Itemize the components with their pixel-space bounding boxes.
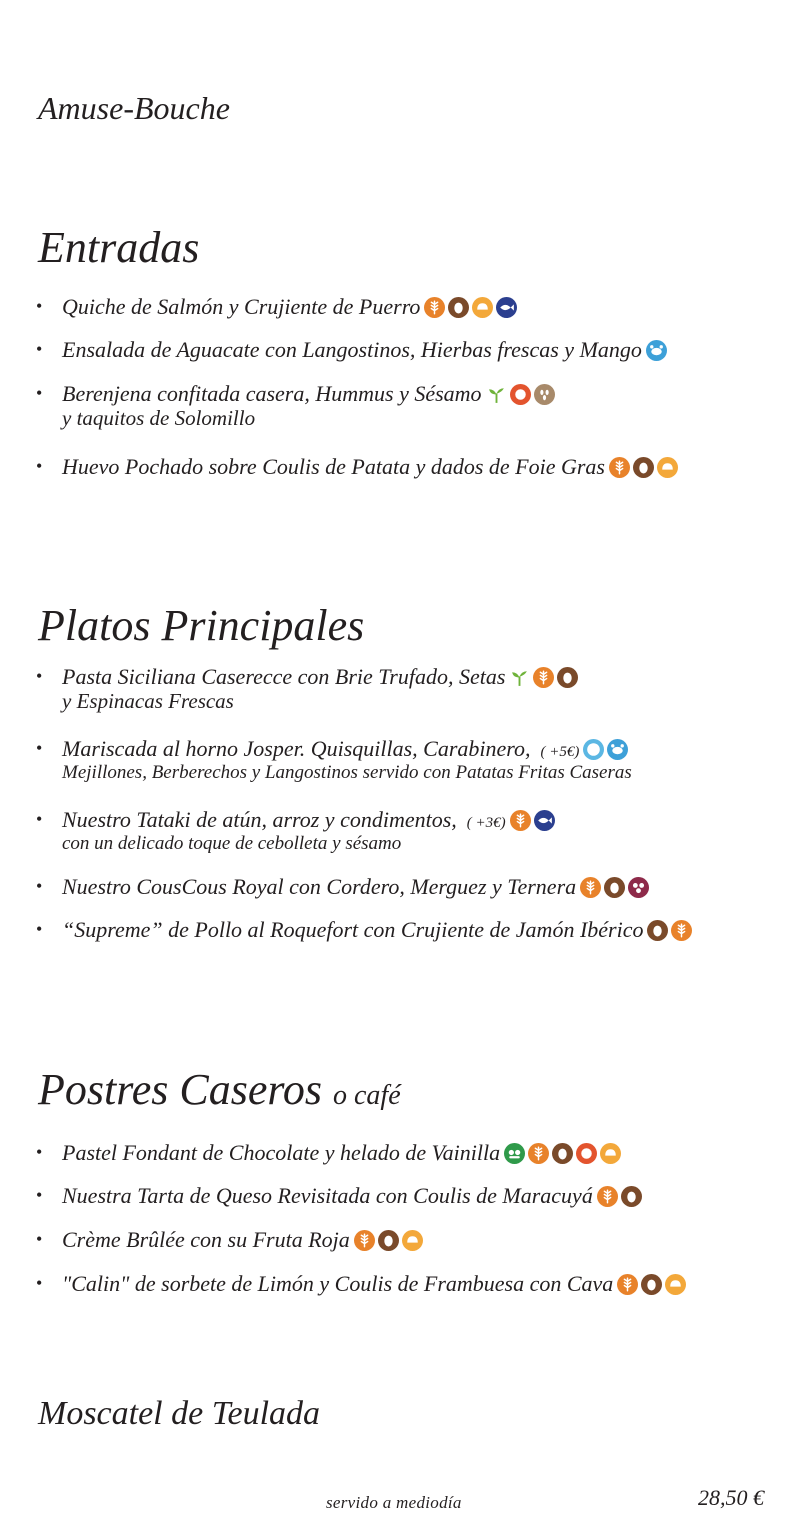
gluten-icon <box>528 1143 549 1164</box>
gluten-icon <box>510 810 531 831</box>
egg-icon <box>448 297 469 318</box>
menu-item-name <box>62 381 555 407</box>
egg-icon <box>378 1230 399 1251</box>
menu-item-name <box>62 454 678 480</box>
menu-item-name <box>62 874 649 900</box>
section-title-postres <box>38 1064 401 1115</box>
mollusc-icon <box>583 739 604 760</box>
menu-item-subline: Mejillones, Berberechos y Langostinos servido con Patatas Fritas Caseras <box>62 762 632 783</box>
section-title-amuse-bouche: Amuse-Bouche <box>38 90 230 126</box>
dairy-icon <box>402 1230 423 1251</box>
egg-icon <box>621 1186 642 1207</box>
postres-title-main: Postres Caseros <box>38 1065 322 1114</box>
allergen-icons <box>609 457 678 478</box>
gluten-icon <box>354 1230 375 1251</box>
egg-icon <box>604 877 625 898</box>
gluten-icon <box>617 1274 638 1295</box>
egg-icon <box>647 920 668 941</box>
menu-item-subline: y taquitos de Solomillo <box>62 406 256 430</box>
postres-title-suffix: o café <box>332 1080 401 1111</box>
menu-price: 28,50 € <box>698 1485 764 1510</box>
menu-item-text: Mariscada al horno Josper. Quisquillas, Carabinero, <box>62 736 531 761</box>
bullet-icon: • <box>36 456 43 476</box>
bullet-icon: • <box>36 383 43 403</box>
entradas-list <box>0 294 800 494</box>
allergen-icons <box>646 340 667 361</box>
allergen-icons <box>504 1143 621 1164</box>
allergen-icons <box>509 667 578 688</box>
allergen-icons <box>510 810 555 831</box>
menu-item-name <box>62 917 692 943</box>
dairy-icon <box>600 1143 621 1164</box>
menu-item-name <box>62 1227 423 1253</box>
menu-item-name <box>62 337 667 363</box>
egg-icon <box>552 1143 573 1164</box>
bullet-icon: • <box>36 1229 43 1249</box>
gluten-icon <box>609 457 630 478</box>
menu-item-text: Pasta Siciliana Caserecce con Brie Trufado, Setas <box>62 664 506 689</box>
crustacean-icon <box>607 739 628 760</box>
section-title-entradas: Entradas <box>38 223 200 272</box>
fish-icon <box>496 297 517 318</box>
gluten-icon <box>424 297 445 318</box>
menu-item-text: "Calin" de sorbete de Limón y Coulis de Frambuesa con Cava <box>62 1271 614 1296</box>
menu-item-text: Nuestro CousCous Royal con Cordero, Merguez y Ternera <box>62 874 577 899</box>
dairy-icon <box>657 457 678 478</box>
menu-item-text: Quiche de Salmón y Crujiente de Puerro <box>62 294 421 319</box>
soy-icon <box>504 1143 525 1164</box>
egg-ring-icon <box>510 384 531 405</box>
menu-item-name <box>62 1271 686 1297</box>
bullet-icon: • <box>36 919 43 939</box>
bullet-icon: • <box>36 666 43 686</box>
gluten-icon <box>580 877 601 898</box>
bullet-icon: • <box>36 876 43 896</box>
gluten-icon <box>533 667 554 688</box>
fish-icon <box>534 810 555 831</box>
menu-item-subline: y Espinacas Frescas <box>62 689 234 713</box>
menu-item-name <box>62 1183 642 1209</box>
menu-item-name <box>62 664 578 690</box>
crustacean-icon <box>646 340 667 361</box>
section-title-platos-principales: Platos Principales <box>38 601 365 650</box>
menu-item-text: Berenjena confitada casera, Hummus y Sésamo <box>62 381 482 406</box>
menu-item-text: Nuestra Tarta de Queso Revisitada con Coulis de Maracuyá <box>62 1183 593 1208</box>
allergen-icons <box>597 1186 642 1207</box>
allergen-icons <box>580 877 649 898</box>
bullet-icon: • <box>36 809 43 829</box>
supplement-price: ( +5€) <box>540 744 580 760</box>
allergen-icons <box>617 1274 686 1295</box>
menu-item-subline: con un delicado toque de cebolleta y sésamo <box>62 833 402 854</box>
egg-icon <box>641 1274 662 1295</box>
allergen-icons <box>424 297 517 318</box>
menu-item-text: Nuestro Tataki de atún, arroz y condimentos, <box>62 807 457 832</box>
allergen-icons <box>583 739 628 760</box>
served-at-noon-note: servido a mediodía <box>326 1493 462 1512</box>
menu-item-text: Pastel Fondant de Chocolate y helado de Vainilla <box>62 1140 501 1165</box>
bullet-icon: • <box>36 1273 43 1293</box>
section-title-moscatel: Moscatel de Teulada <box>38 1395 321 1432</box>
menu-item-text: Crème Brûlée con su Fruta Roja <box>62 1227 350 1252</box>
postres-list <box>0 1140 800 1310</box>
egg-icon <box>633 457 654 478</box>
menu-item-name <box>62 294 517 320</box>
allergen-icons <box>647 920 692 941</box>
bullet-icon: • <box>36 1185 43 1205</box>
bullet-icon: • <box>36 339 43 359</box>
mustard-icon <box>628 877 649 898</box>
menu-item-text: Ensalada de Aguacate con Langostinos, Hierbas frescas y Mango <box>62 337 642 362</box>
dairy-icon <box>665 1274 686 1295</box>
supplement-price: ( +3€) <box>466 815 506 831</box>
menu-item-text: “Supreme” de Pollo al Roquefort con Crujiente de Jamón Ibérico <box>62 917 644 942</box>
menu-item-text: Huevo Pochado sobre Coulis de Patata y dados de Foie Gras <box>62 454 605 479</box>
platos-list <box>0 664 800 954</box>
dairy-icon <box>472 297 493 318</box>
egg-icon <box>557 667 578 688</box>
egg-ring-icon <box>576 1143 597 1164</box>
vegetarian-sprout-icon <box>509 667 530 688</box>
bullet-icon: • <box>36 738 43 758</box>
allergen-icons <box>486 384 555 405</box>
menu-item-name <box>62 1140 621 1166</box>
allergen-icons <box>354 1230 423 1251</box>
gluten-icon <box>597 1186 618 1207</box>
sesame-icon <box>534 384 555 405</box>
vegetarian-sprout-icon <box>486 384 507 405</box>
gluten-icon <box>671 920 692 941</box>
bullet-icon: • <box>36 296 43 316</box>
bullet-icon: • <box>36 1142 43 1162</box>
